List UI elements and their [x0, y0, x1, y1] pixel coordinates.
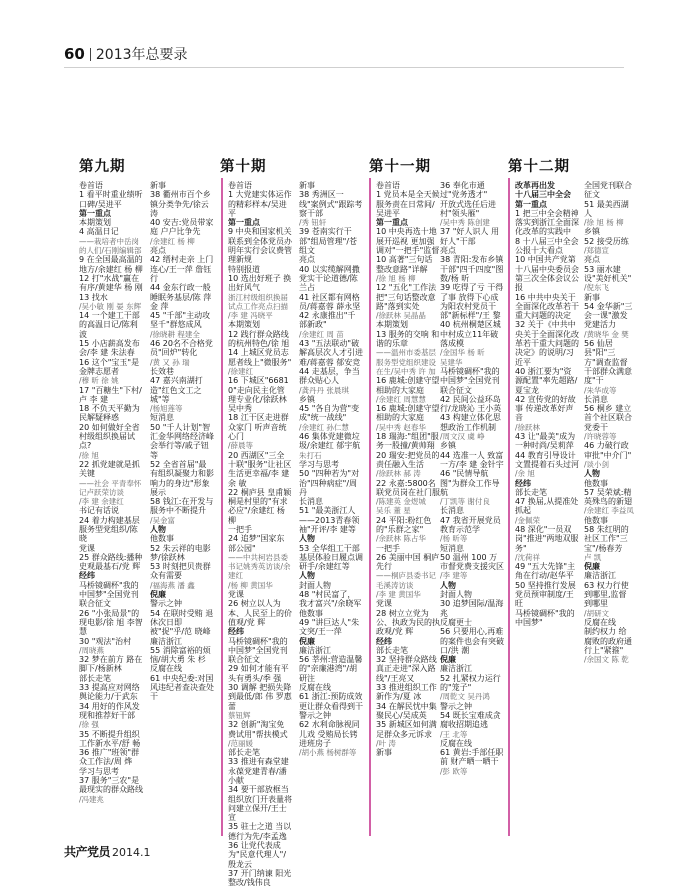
toc-entry: 52 全省首届"最有组织凝聚力和影响力的身边"形象展示 — [150, 459, 214, 497]
toc-entry: 明年实行会议费管理新规 — [228, 246, 292, 265]
toc-heading: 经纬 — [79, 571, 95, 581]
toc-entry: /徐建红 — [228, 366, 254, 376]
toc-column — [584, 181, 634, 664]
toc-entry: /徐跃林 — [515, 422, 541, 432]
toc-entry: 32 关于《中共中央关于全面深化改革若干重大问题的决定》的说明/习近平 — [515, 320, 579, 367]
toc-entry: 1 大党建实体运作的精彩样本/吴进平 — [228, 190, 292, 218]
toc-entry: 亮点 — [440, 246, 456, 256]
toc-entry: 56 莘州:营造温馨的"亲廉港湾"/胡研注 — [299, 655, 363, 683]
toc-entry: 53 全华组工干部基层体验日履点调研手/余建红等 — [299, 543, 363, 572]
toc-entry: 33 推进组织工作新作为/夏 冰 — [376, 683, 437, 702]
toc-entry: 45 "千部"主动攻坚千"群悠成风 — [150, 311, 211, 330]
toc-entry: 29 如何才能有平头有勇头/季 强 — [228, 664, 289, 683]
toc-heading: 第一重点 — [515, 199, 547, 209]
toc-column — [515, 181, 579, 627]
toc-entry: 58 钱江:在开发与服务中不断提升 — [150, 497, 214, 516]
toc-entry: 反腐在线 — [584, 617, 616, 627]
toc-entry: 14 上城区党员志愿者线上"微服务" — [228, 348, 292, 367]
toc-entry: 20 如何做好全省村级组织换届试点? — [79, 422, 140, 451]
toc-entry: 32 梦在前方 路在脚下/杨新林 — [79, 655, 143, 674]
toc-entry: 50 "四种若为"对治"四种病症"/周 丹 — [299, 469, 360, 497]
toc-entry: 46 力破行政审批"中介门" — [584, 441, 632, 460]
toc-entry: 马桥镜碉杯"我的中国梦"全国党刊联合征文 — [440, 366, 500, 395]
toc-entry: 39 苍南实行干部"组局管理"/苍组文 — [299, 227, 358, 256]
toc-entry: 37 服务"三农"是最现实的群众路线 — [79, 776, 143, 795]
toc-heading: 经纬 — [376, 636, 392, 646]
toc-entry: 18 江干区走进群众家门 听声音统心门 — [228, 413, 289, 442]
toc-entry: 卷首语 — [79, 181, 103, 190]
toc-entry: 亮点 — [150, 246, 166, 256]
toc-entry: 部长走笔 — [228, 748, 260, 758]
toc-entry: 30 调解 把损失降到最低/郎 伟 罗惠蕾 — [228, 683, 292, 711]
toc-entry: 63 权力行使到哪里,监督到哪里 — [584, 580, 629, 609]
toc-entry: /李 建 黄国华 — [376, 590, 421, 600]
toc-entry: 他数事 — [584, 478, 608, 488]
toc-entry: 本期策划 — [228, 320, 260, 330]
toc-entry: /余建红 李益凤 — [584, 506, 634, 516]
toc-entry: 33 提高应对网络舆论能力/于武东 — [79, 683, 140, 702]
toc-entry: 51 "最美浙江人——2013青春领袖"开评/李 建等 — [299, 506, 360, 534]
toc-entry: 他数事 — [584, 515, 608, 525]
toc-entry: 46 "民情导航图"为群众工作导航 — [440, 469, 500, 497]
toc-entry: 40 以实缆解网撒党实干论道德/陈兰占 — [299, 264, 360, 293]
toc-entry: /胡小燕 杨树群等 — [299, 748, 357, 758]
toc-entry: 长消息 — [584, 394, 608, 404]
toc-entry: 38 青阳:发布乡镇干部"四千四度"图数/杨 昕 — [440, 255, 504, 283]
toc-entry: 长消息 — [440, 506, 464, 516]
toc-entry: ——中共柯岩县委书记姚秀英访谈/余建红 — [228, 552, 291, 581]
toc-entry: 49 "讲巨达人"朱文突/王一萍 — [299, 617, 360, 637]
toc-entry: 卷首语 — [228, 181, 252, 190]
toc-entry: 53 时刻把贝贵群众有需要 — [150, 562, 211, 581]
toc-entry: 封面人物 — [299, 580, 331, 590]
toc-entry: 42 永康推出"千部新政" — [299, 311, 356, 330]
toc-entry: 18 瑞海:"组团"服务一股撞/黄帅翔 — [376, 432, 439, 451]
toc-entry: 20 西湖区"三全十联"服务"让社区生活更幸福/李 建 余 敏 — [228, 450, 292, 488]
toc-entry: 37 "好人识人 用好人"干部 — [440, 227, 499, 246]
toc-entry: 39 吃得了亏 干得了事 放得下心成为阳农村党员干部"新标样"/王 黎 — [440, 283, 504, 321]
toc-entry: 4 高温日记 — [79, 227, 119, 237]
toc-entry: 14 一个建工干部的高温日记/陈利波 — [79, 311, 140, 339]
toc-entry: /徐 旭 — [79, 450, 99, 460]
page-footer — [64, 843, 151, 860]
toc-heading: 经纬 — [228, 627, 244, 637]
toc-entry: /杨 柳 黄国华 — [228, 580, 273, 590]
toc-entry: 24 平阳:粉红色的"乐群之家" — [376, 515, 432, 534]
toc-entry: 40 浙江要为"资源配置"率先超路/夏宝龙 — [515, 366, 578, 395]
toc-entry: 卷首语 — [376, 181, 400, 190]
toc-entry: 本期策划 — [79, 218, 111, 228]
toc-entry: /黄晓华 金 樊 — [584, 329, 629, 339]
toc-heading: 倪廉 — [150, 590, 166, 600]
toc-entry: 警示之钟 — [150, 599, 182, 609]
toc-entry: 浙江村级组织换届试点工作亮点扫描 — [228, 292, 288, 311]
toc-entry: 新事 — [584, 292, 600, 302]
toc-column — [79, 181, 143, 804]
toc-entry: 18 不负天平勤为民解疑释惑 — [79, 404, 140, 423]
toc-entry: 12 践行群众路线的杭州特色/徐 旭 — [228, 329, 290, 349]
page-title: 2013年总要录 — [95, 47, 188, 63]
toc-entry: /倪东飞 — [584, 283, 610, 293]
toc-entry: 26 "小张局景"的现电影/徐 旭 李智慧 — [79, 608, 143, 637]
toc-entry: 56 桐乡 建立首个社区联合党委干 — [584, 404, 632, 432]
toc-entry: /余建红 周慧慧 — [376, 394, 426, 404]
toc-heading: 人物 — [584, 469, 600, 479]
toc-entry: 封面人物 — [440, 590, 472, 600]
toc-entry: 56 仙居县"阳"三方"调查监督干部群众满意度"干 — [584, 339, 632, 386]
toc-entry: 52 接受历练 — [584, 236, 629, 246]
toc-entry: /丁凯等 谢付良 — [440, 497, 490, 507]
toc-entry: /李 建 冯晓平 — [228, 311, 273, 321]
toc-entry: 44 走基层，争当群众贴心人 — [299, 366, 360, 386]
toc-entry: 短消息 — [150, 413, 174, 423]
toc-entry: 55 消除富裕的烦恼/胡大勇 朱 杉 — [150, 645, 211, 665]
toc-entry: /周乾文 吴丹鸿 — [440, 692, 490, 702]
toc-entry: 36 奉化市通过"党务透才" — [440, 181, 488, 200]
toc-entry: 长效巷 — [150, 366, 174, 376]
column-divider — [369, 178, 371, 836]
toc-entry: 新事 — [299, 181, 315, 190]
toc-column — [228, 181, 292, 888]
toc-entry: /范丽媛 — [228, 738, 254, 748]
toc-entry: 61 黄岩:手部任职前 财产晒一晒干 — [440, 748, 504, 767]
toc-entry: 廉洁浙江 — [440, 664, 472, 674]
toc-entry: 24 着力构建基层服务型党组织/陈 晓 — [79, 515, 140, 544]
toc-entry: /吴小敏 刚 晏 东辉 — [79, 301, 142, 311]
toc-entry: ——温州市委基层服务型党组织建设在生/吴中秀 许 加 — [376, 348, 436, 376]
toc-entry: 马桥镜碉杯"我的中国梦"全国党刊联合征文 — [79, 580, 139, 609]
toc-entry: 34 要干部放框当组织放门开表量将问建立保开/王士宣 — [228, 785, 292, 823]
toc-entry: /金佩荣 — [515, 515, 541, 525]
toc-entry: ——社会 平青奉怀记卢跃荣访谈 — [79, 478, 142, 497]
toc-entry: 警示之钟 — [440, 701, 472, 711]
toc-entry: /杨 昕等 — [440, 534, 468, 544]
toc-entry: /杨旭莲等 — [150, 404, 183, 414]
toc-entry: /冯建兆 — [79, 794, 105, 804]
toc-entry: 他数事 — [150, 534, 174, 544]
toc-entry: 亮点 — [584, 255, 600, 265]
toc-entry: 16 这个"宝玉"是金牌志愿者 — [79, 357, 140, 376]
toc-heading: 第一重点 — [376, 218, 408, 228]
toc-entry: 44 教育引导设计文置提着石头过河 — [515, 450, 579, 469]
toc-entry: /黄 又 孙 瑞 — [150, 357, 190, 367]
toc-entry: 42 缙村走亲 上门连心/王一萍 詹钰行 — [150, 255, 214, 283]
toc-heading: 经纬 — [515, 478, 531, 488]
toc-heading: 人物 — [299, 534, 315, 544]
toc-entry: 50 "千人计划"智汇金华网络经济峰会举行等/戚子钮等 — [150, 422, 214, 460]
toc-entry: 反腐在线 — [299, 683, 331, 693]
toc-entry: /徐 旭 杨 柳 — [584, 218, 624, 228]
toc-entry: 开放式选任后进村"领头雁" — [440, 199, 496, 218]
toc-entry: 30 追梦国际/温海兆 — [440, 599, 504, 618]
toc-entry: /周晓燕 — [79, 645, 105, 655]
toc-entry: 49 "五大先锋"主角在行动/赵华平 — [515, 562, 576, 581]
toc-entry: /朱华成等 — [584, 385, 617, 395]
toc-entry: 制约权力 给腐败的政府通行上"紧箍" — [584, 627, 632, 655]
toc-heading: 改革再出发 — [515, 181, 555, 190]
toc-entry: 35 不断提升组织工作新水平/舒 畅 — [79, 729, 141, 748]
toc-entry: 一把手 — [376, 543, 400, 553]
toc-entry: 57 吴荣斌:精英殊鸟的新翅 — [584, 487, 632, 507]
toc-entry: /王 北等 — [440, 729, 468, 739]
toc-entry: 34 在解民忧中集聚民心/吴成英 — [376, 701, 437, 720]
toc-entry: 26 美丽中国 桐庐先行 — [376, 552, 440, 572]
toc-entry: /余建红 周 苗 — [299, 329, 344, 339]
toc-entry: 35 新城区如何满足群众多元诉求 — [376, 720, 437, 739]
toc-heading: 人物 — [299, 571, 315, 581]
toc-entry: /余 旭 — [515, 469, 535, 479]
toc-entry: 书记有话说 — [79, 506, 119, 516]
toc-entry: /福海燕 潘 鑫 — [150, 580, 195, 590]
toc-entry: 36 推广"班领"群众工作法/周 烨 — [79, 748, 140, 767]
toc-entry: 反腐更士 — [440, 617, 472, 627]
toc-entry: 乡镇 — [440, 441, 456, 451]
toc-entry: 32 创新"淘宝免费试用"帮扶模式 — [228, 720, 288, 739]
column-divider — [221, 178, 223, 836]
toc-entry: 10 高著"三句话整改意路"详解 — [376, 255, 433, 274]
toc-entry: 44 选准一人 致富一方/李 建 金针宇 — [440, 450, 504, 469]
toc-entry: 16 下城区"66810"走向民主化管理专业化/徐跃林 吴中秀 — [228, 376, 289, 414]
toc-entry: 乡镇 — [299, 394, 315, 404]
toc-entry: /徐 强 — [79, 720, 99, 730]
toc-entry: 37 开门纳谏 阳光整改/钱伟良 — [228, 868, 292, 888]
toc-entry: 1 把三中全会精神落实到浙江全面深化改革的实践中 — [515, 208, 579, 237]
toc-entry: 45 "各自为营"变成"统一战线" — [299, 404, 360, 423]
toc-entry: 长消息 — [299, 497, 323, 507]
toc-entry: 24 追梦"国家东部公园" — [228, 534, 285, 553]
toc-entry: 58 朱红明的社区工作"三宝"/杨春芳 — [584, 524, 629, 553]
toc-heading: 倪廉 — [440, 655, 456, 665]
toc-entry: 16 中共中央关于全面深化改革若干重大问题的决定 — [515, 292, 579, 321]
toc-entry: 9 中央和国家机关联系到全体党员办 — [228, 227, 292, 246]
toc-entry: 40 安吉:党员带家庭 户户比争先 — [150, 218, 214, 237]
toc-entry: /余建红 孙仁慧 — [299, 422, 349, 432]
toc-entry: 乡镇 — [584, 227, 600, 237]
toc-entry: 特别报道 — [228, 264, 260, 274]
toc-entry: 42 民间公益环岛行/龙晓沁 王小英 — [440, 394, 502, 414]
toc-entry: 反腐在线 — [440, 738, 472, 748]
toc-entry: 47 我省开展党员教育示范学 — [440, 515, 501, 534]
column-divider — [508, 178, 510, 836]
toc-entry: 47 嘉兴南湖打造"红色文工之城"等 — [150, 376, 203, 404]
toc-entry: 学习与思考 — [79, 766, 119, 776]
toc-entry: 36 让党代表成为"民意代理人"/殷龙云 — [228, 841, 287, 869]
toc-entry: /郑德宣 — [584, 246, 610, 256]
toc-entry: /徐跃林 郝 涛 — [376, 469, 421, 479]
toc-entry: 22 桐庐县 皇甫颖桐是村里的"有求必应"/余建红 杨 柳 — [228, 487, 292, 525]
toc-entry: /徐跃林 吴晶晶 — [376, 311, 426, 321]
toc-entry: 本期策划 — [376, 320, 408, 330]
toc-entry: 47 换届,从提准处抓起 — [515, 497, 579, 516]
toc-entry: 党课 — [376, 599, 392, 609]
toc-entry: 反腐在线 — [150, 664, 182, 674]
toc-entry: /龚丹丹 张晨琪 — [299, 385, 349, 395]
toc-entry: 16 鹿城:创建守望相助的大家庭 — [376, 404, 440, 423]
toc-entry: 28 树立立党为公、执政为民的执政观/党 辉 — [376, 608, 440, 637]
toc-entry: /李 建等 — [440, 571, 468, 581]
toc-entry: 43 让"最美"成为一种时尚/吴莉萍 — [515, 432, 576, 451]
toc-entry: /彭 欧等 — [440, 766, 468, 776]
toc-entry: 42 宣传党的好故事 传递改革好声音 — [515, 394, 576, 423]
toc-entry: 9 在全国最高温的地方/余建红 杨 柳 — [79, 255, 143, 274]
toc-entry: 廉洁浙江 — [150, 636, 182, 646]
toc-entry: 16 鹿城:创建守望相助的大家庭 — [376, 376, 440, 395]
header-rule — [64, 67, 624, 68]
toc-entry: 廉洁浙江 — [584, 571, 616, 581]
toc-entry: /叶 涛 — [376, 738, 396, 748]
toc-entry: 短消息 — [440, 543, 464, 553]
toc-entry: 40 杭州桐楚区城中村成立11年破落成模 — [440, 320, 501, 349]
toc-entry: 62 水利命脉视同儿戏 受贿局长铐进班房子 — [299, 720, 360, 748]
toc-entry: /余国文 陈 乾 — [584, 655, 629, 665]
toc-entry: 43 "五法联动"破解高层次人才引进难/蒋嘉蓉 郁安竞 — [299, 339, 363, 367]
toc-entry: 50 温州 100 万市督党费支援灾区 — [440, 552, 504, 572]
toc-heading: 第一重点 — [79, 208, 111, 218]
toc-entry: 26 树立以人为本、人民至上的价值观/党 辉 — [228, 599, 292, 627]
toc-entry: 1 看平时重业绩听口碑/吴进平 — [79, 190, 143, 209]
toc-entry: 吴建华 — [440, 357, 463, 367]
toc-entry: 朱打石 — [299, 450, 322, 460]
toc-entry: 48 深化"一员双岗"推进"两地双服务" — [515, 524, 579, 553]
section-title-9: 第九期 — [79, 159, 126, 175]
toc-entry: 54 在联时受贿 退休次日即被"捉"乎/范 晓峰 — [150, 608, 214, 637]
toc-heading: 倪廉 — [299, 636, 315, 646]
toc-column — [299, 181, 363, 757]
toc-entry: 1 党员本是全天候 服务责在日常间/吴进平 — [376, 190, 440, 218]
toc-entry: /徐晓耕 程建全 — [150, 329, 200, 339]
toc-entry: 54 既长宝难成贪腐收招期追逃 — [440, 710, 501, 730]
toc-entry: /周文汉 虞 峥 — [440, 432, 485, 442]
toc-entry: 亮点 — [299, 255, 315, 265]
toc-entry: 43 构建立体化思想政治工作机制 — [440, 413, 501, 432]
toc-entry: 25 群众路线:播种史观最基石/党 辉 — [79, 552, 143, 572]
section-title-12: 第十二期 — [508, 159, 570, 175]
toc-entry: 吴乐 董 星 — [376, 506, 411, 516]
toc-entry: 17 "百糖生"下村/卢 李 建 — [79, 385, 142, 404]
toc-entry: 新事 — [150, 181, 166, 190]
toc-entry: 32 坚持群众路线 真正走进"深入路线"/王亮又 — [376, 655, 437, 683]
toc-column — [440, 181, 504, 776]
toc-entry: 马桥镜碉杯"我的中国梦"全国党刊联合征文 — [228, 636, 288, 665]
toc-entry: /薛晨等 — [228, 441, 254, 451]
toc-column — [150, 181, 214, 702]
toc-entry: 部长走笔 — [376, 645, 408, 655]
toc-entry: 10 中央再选十地展开巡视 更加强调对"一把手"监督 — [376, 227, 440, 256]
toc-heading: 人物 — [440, 580, 456, 590]
toc-entry: 12 "五化"工作法把"三句话整改意路"落到实处 — [376, 283, 437, 311]
toc-entry: /陈建英 金煜城 — [376, 497, 426, 507]
toc-heading: 十八届三中全会 — [515, 190, 571, 200]
toc-entry: 8 十八届三中全会公报十大看点 — [515, 236, 579, 256]
toc-entry: /余建红 杨 柳 — [150, 236, 195, 246]
toc-entry: /胡研文 — [584, 608, 610, 618]
toc-entry: 46 集体党建微垃圾/余建红 郁宇航 — [299, 432, 361, 451]
toc-entry: 党课 — [228, 590, 244, 600]
toc-entry: /徐 旭 杨 柳 — [376, 273, 416, 283]
toc-entry: /金国华 杨 昕 — [440, 348, 485, 358]
toc-entry: 22 抓党建就是抓关键 — [79, 459, 140, 479]
page-header — [64, 44, 188, 64]
toc-entry: 38 秀洲区一线"案例式"跟踪考察干部 — [299, 190, 363, 218]
toc-entry: 全国党刊联合征文 — [584, 181, 632, 200]
toc-entry: 38 衢州市百个乡镇分类争先/徐云涛 — [150, 190, 211, 218]
toc-entry: 马桥镜碉杯"我的中国梦" — [515, 608, 575, 627]
toc-entry: 10 选出好班子 换出好风气 — [228, 273, 292, 293]
toc-entry: 56 只要用心,再难的案件也会有突破口/洪 潮 — [440, 627, 504, 655]
toc-column — [376, 181, 440, 757]
section-title-10: 第十期 — [220, 159, 267, 175]
toc-entry: 53 丽水建设"美好机关" — [584, 264, 632, 283]
toc-entry: 10 中国共产党第十八届中央委员会第三次全体会议公报 — [515, 255, 579, 293]
toc-entry: /穆 昕 徐 姚 — [79, 376, 119, 386]
toc-entry: /余跃林 陈占华 — [376, 534, 426, 544]
toc-entry: /吴金富 — [150, 515, 176, 525]
toc-heading: 人物 — [150, 524, 166, 534]
toc-entry: 党课 — [79, 543, 95, 553]
toc-entry: 廉洁浙江 — [299, 645, 331, 655]
toc-entry: 35 驻士之道 当以德行为先/李孟逸 — [228, 822, 292, 841]
toc-heading: 第一重点 — [228, 218, 260, 228]
toc-entry: 50 坚持推行发展党员预审制度/王 旺 — [515, 580, 576, 609]
toc-entry: /许晓蓉等 — [584, 432, 617, 442]
toc-entry: 46 20名不合格党员"回炉"转化 — [150, 339, 213, 358]
toc-entry: 41 社区都有网格员/蒋嘉蓉 薛永坚 — [299, 292, 361, 311]
toc-entry: 44 金东行政一般睡眠务基层/陈 萍 金 萍 — [150, 283, 212, 311]
toc-entry: 学习与思考 — [299, 459, 339, 469]
toc-entry: 34 用好的作风发现和推荐好干部 — [79, 701, 140, 720]
toc-entry: ——桐庐县委书记毛溪涛访谈 — [376, 571, 436, 590]
toc-entry: 52 扎紧权力运行的"笼子" — [440, 673, 501, 693]
section-title-11: 第十一期 — [369, 159, 431, 175]
toc-entry: /谈小剑 — [584, 459, 610, 469]
toc-entry: /吴中秀 赵春华 — [376, 422, 426, 432]
magazine-logo: 共产党员 — [64, 845, 111, 859]
toc-entry: 61 浙江:预防成效更让群众看得到干警示之钟 — [299, 692, 363, 720]
toc-entry: 13 找水 — [79, 292, 108, 302]
toc-entry: /秀 钮轩 — [299, 218, 327, 228]
toc-entry: 22 永嘉:5800名联党员岗在社门服 — [376, 478, 440, 497]
toc-entry: 12 打"水战"赢在有序/黄建华 杨 刚 — [79, 273, 143, 293]
page-number: 60 — [64, 45, 85, 63]
toc-entry: 48 "村民富了，我才富兴"/余晓军 — [299, 590, 362, 609]
toc-entry: 部长走笔 — [79, 673, 111, 683]
toc-entry: /沈荷祥 — [515, 552, 541, 562]
toc-entry: 52 朱云祥的电影梦/徐跃林 — [150, 543, 211, 562]
toc-entry: 他数事 — [299, 608, 323, 618]
issue-date: 2014.1 — [112, 846, 151, 859]
header-divider — [90, 48, 91, 61]
toc-entry: 20 瑞安:把党员的责任融入生活 — [376, 450, 440, 469]
toc-entry: 卢 凯 — [584, 552, 602, 562]
toc-entry: 13 服务的交响 和谐的乐章 — [376, 329, 440, 349]
toc-entry: 30 "观法"治村 — [79, 636, 132, 646]
toc-entry: 51 最美西湖人 — [584, 199, 629, 218]
toc-entry: 33 推进有森堂建永葆党建青春/潘小献 — [228, 757, 289, 785]
toc-entry: 54 金华新"三会一课"激发党建活力 — [584, 301, 633, 330]
toc-heading: 倪廉 — [584, 562, 600, 572]
toc-entry: 部长走笔 — [515, 487, 547, 497]
toc-entry: /吴中秀 陈创建 — [440, 218, 490, 228]
toc-entry: 15 小店薪高发布会/李 建 朱法春 — [79, 339, 140, 358]
toc-entry: 新事 — [376, 748, 392, 758]
toc-entry: ——栽培者中岳岗的人们/石刚编辑部 — [79, 236, 142, 256]
toc-entry: 61 中央纪委:对国风违纪者查决查处干 — [150, 673, 214, 702]
toc-entry: /李 建 余建红 — [79, 497, 124, 507]
toc-entry: 蔡钮辉 — [228, 710, 251, 720]
toc-entry: 一把手 — [228, 524, 252, 534]
